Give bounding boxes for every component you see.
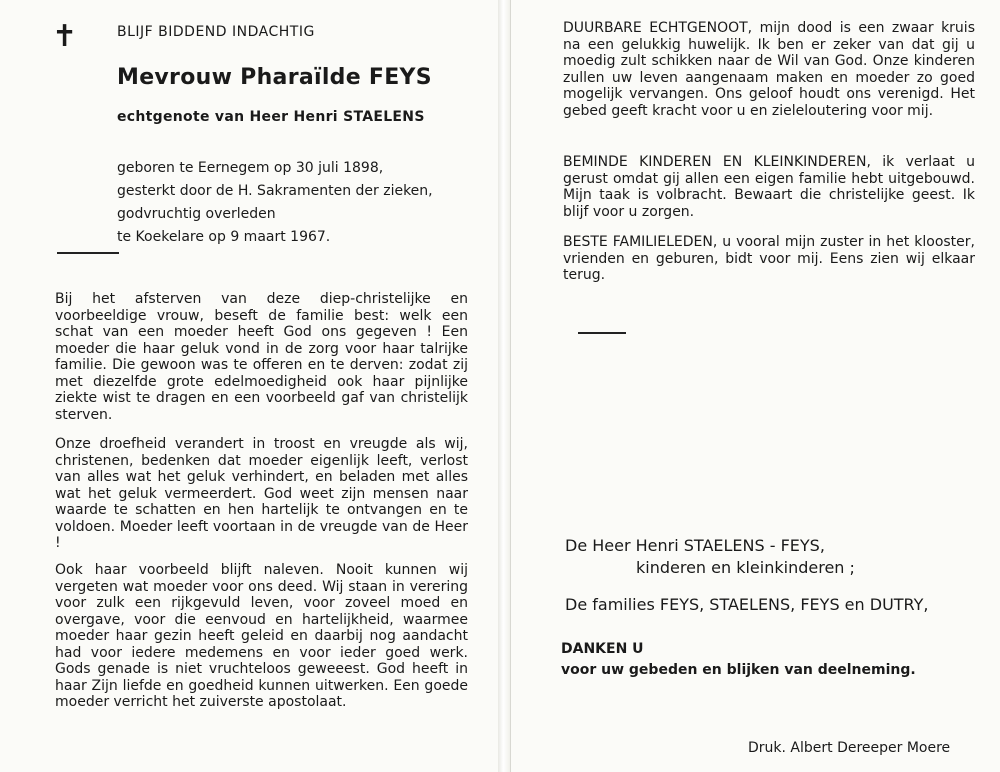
page-gutter xyxy=(498,0,510,772)
biography-block xyxy=(117,157,433,249)
paragraph-spouse-farewell: DUURBARE ECHTGENOOT, mijn dood is een zwaar kruis na een gelukkig huwelijk. Ik ben er zeker van dat gij u moedig zult schikken naar de Wil van God. Onze kinderen zullen uw leven aangenaam maken en moeder zo goed mogelijk vervangen. Ons geloof houdt ons verenigd. Het gebed geeft kracht voor u en zieleloutering voor mij. xyxy=(563,20,975,119)
thanks-line-families: De families FEYS, STAELENS, FEYS en DUTRY, xyxy=(565,595,929,614)
sacraments-line: gesterkt door de H. Sakramenten der zieken, xyxy=(117,183,433,199)
paragraph-example: Ook haar voorbeeld blijft naleven. Nooit kunnen wij vergeten wat moeder voor ons deed. Wij staan in verering voor zulk een rijkgevuld leven, voor zoveel moed en overgave, voor die eenvoud en hartelijkheid, waarmee moeder haar gezin heeft geleid en daarbij nog aandacht had voor iedere medemens en voor ieder goed werk. Gods genade is niet vruchteloos geweeest. God heeft in haar Zijn liefde en goedheid kunnen uitwerken. Een goede moeder verricht het zuiverste apostolaat. xyxy=(55,562,468,710)
cross-icon: ✝ xyxy=(52,19,78,54)
paragraph-consolation: Onze droefheid verandert in troost en vreugde als wij, christenen, bedenken dat moeder eigenlijk leeft, verlost van alles wat het geluk verhindert, en beladen met alles wat het geluk vermeerdert. God weet zijn mensen naar waarde te schatten en hen hartelijk te ontvangen en te voldoen. Moeder leeft voortaan in de vreugde van de Heer ! xyxy=(55,436,468,551)
divider xyxy=(578,332,626,334)
deceased-name: Mevrouw Pharaïlde FEYS xyxy=(117,65,432,90)
header-text: BLIJF BIDDEND INDACHTIG xyxy=(117,24,315,40)
printer-credit: Druk. Albert Dereeper Moere xyxy=(748,740,951,756)
paragraph-family-farewell: BESTE FAMILIELEDEN, u vooral mijn zuster in het klooster, vrienden en geburen, bidt voor mij. Eens zien wij elkaar terug. xyxy=(563,234,975,283)
divider xyxy=(57,252,119,254)
birth-line: geboren te Eernegem op 30 juli 1898, xyxy=(117,160,384,176)
paragraph-children-farewell: BEMINDE KINDEREN EN KLEINKINDEREN, ik verlaat u gerust omdat gij allen een eigen familie hebt uitgebouwd. Mijn taak is volbracht. Bewaart die christelijke geest. Ik blijf voor u zorgen. xyxy=(563,154,975,220)
left-card-page xyxy=(0,0,499,772)
death-place-line: te Koekelare op 9 maart 1967. xyxy=(117,229,331,245)
thanks-line-children: kinderen en kleinkinderen ; xyxy=(636,558,855,577)
thanks-line-husband: De Heer Henri STAELENS - FEYS, xyxy=(565,536,825,555)
paragraph-eulogy: Bij het afsterven van deze diep-christelijke en voorbeeldige vrouw, beseft de familie best: welk een schat van een moeder heeft God ons gegeven ! Een moeder die haar geluk vond in de zorg voor haar talrijke familie. Die gewoon was te offeren en te derven: zodat zij met diezelfde grote edelmoedigheid ook haar pijnlijke ziekte wist te dragen en een voorbeeld gaf van christelijk sterven. xyxy=(55,291,468,423)
danken-subline: voor uw gebeden en blijken van deelneming. xyxy=(561,662,916,678)
danken-heading: DANKEN U xyxy=(561,641,644,657)
spouse-line: echtgenote van Heer Henri STAELENS xyxy=(117,109,425,125)
death-line: godvruchtig overleden xyxy=(117,206,276,222)
